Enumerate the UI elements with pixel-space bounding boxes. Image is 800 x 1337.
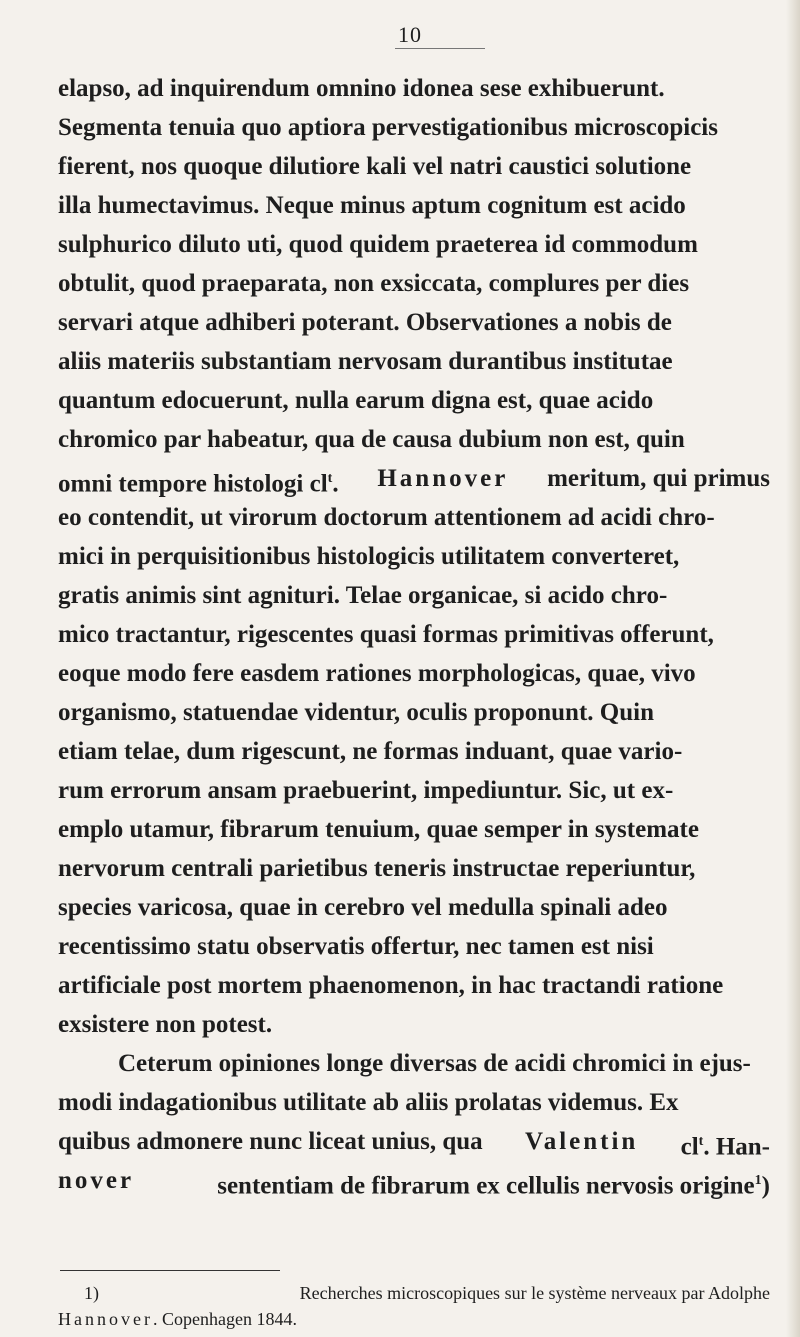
text-line: [58, 420, 770, 459]
page-number: 10: [398, 22, 422, 47]
line-text-start: quibus admonere nunc liceat unius, qua: [58, 1128, 483, 1155]
footnote-line: [58, 1280, 770, 1306]
line-text: rum errorum ansam praebuerint, impediuntur. Sic, ut ex-: [58, 777, 674, 804]
line-text: emplo utamur, fibrarum tenuium, quae semper in systemate: [58, 816, 699, 843]
line-text: fierent, nos quoque dilutiore kali vel natri caustici solutione: [58, 153, 692, 180]
footnote-ref-close: ): [761, 1172, 770, 1200]
line-text: omni tempore histologi $cl^t$.: [58, 470, 339, 498]
author-name: Valentin: [524, 1128, 639, 1155]
line-text-start: omni tempore histologi cl: [58, 470, 328, 498]
text-line: [58, 654, 770, 693]
text-line: [58, 147, 770, 186]
header-rule: [395, 48, 485, 49]
text-line: [58, 459, 770, 498]
text-line: [58, 225, 770, 264]
line-text: artificiale post mortem phaenomenon, in hac tractandi ratione: [58, 972, 724, 999]
line-text: modi indagationibus utilitate ab aliis prolatas videmus. Ex: [58, 1089, 679, 1116]
footnote-marker: 1): [84, 1283, 99, 1303]
text-line: [58, 1044, 770, 1083]
line-text: mici in perquisitionibus histologicis utilitatem converteret,: [58, 543, 680, 570]
text-line: [58, 810, 770, 849]
text-line: [58, 888, 770, 927]
superscript: t: [327, 471, 333, 486]
text-line: [58, 498, 770, 537]
text-line: [58, 537, 770, 576]
line-text: servari atque adhiberi poterant. Observationes a nobis de: [58, 309, 672, 336]
line-text: exsistere non potest.: [58, 1011, 273, 1038]
footnote-ref: 1: [754, 1173, 762, 1188]
text-line: [58, 615, 770, 654]
text-line: [58, 108, 770, 147]
author-name: Hannover: [377, 465, 509, 492]
line-text: species varicosa, quae in cerebro vel medulla spinali adeo: [58, 894, 668, 921]
line-text-end: [681, 1122, 770, 1161]
line-text: mico tractantur, rigescentes quasi formas primitivas offerunt,: [58, 621, 714, 648]
line-text: sulphurico diluto uti, quod quidem praeterea id commodum: [58, 231, 698, 258]
main-text: [58, 69, 770, 1200]
text-line: [58, 1161, 770, 1200]
superscript: t: [698, 1134, 704, 1149]
footnotes: [58, 1280, 770, 1332]
line-text: chromico par habeatur, qua de causa dubium non est, quin: [58, 426, 685, 453]
text-line: [58, 693, 770, 732]
line-text: obtulit, quod praeparata, non exsiccata, complures per dies: [58, 270, 690, 297]
text-line: [58, 732, 770, 771]
line-text-end: meritum, qui primus: [547, 465, 770, 492]
text-line: [58, 1122, 770, 1161]
text-line: [58, 849, 770, 888]
line-text: quantum edocuerunt, nulla earum digna est, quae acido: [58, 387, 654, 414]
text-line: [58, 966, 770, 1005]
line-text: Ceterum opiniones longe diversas de acidi chromici in ejus-: [118, 1050, 751, 1077]
footnote-text: Recherches microscopiques sur le système nerveaux par Adolphe: [299, 1283, 770, 1303]
line-text: etiam telae, dum rigescunt, ne formas induant, quae vario-: [58, 738, 683, 765]
line-text: sententiam de fibrarum ex cellulis nervosis origine: [217, 1172, 755, 1200]
line-text: aliis materiis substantiam nervosam durantibus institutae: [58, 348, 673, 375]
footnote-text: . Copenhagen 1844.: [152, 1309, 297, 1329]
text-line: [58, 381, 770, 420]
text-line: [58, 186, 770, 225]
line-text: gratis animis sint agnituri. Telae organicae, si acido chro-: [58, 582, 668, 609]
text-line: [58, 1005, 770, 1044]
text-line: [58, 264, 770, 303]
line-text: eo contendit, ut virorum doctorum attentionem ad acidi chro-: [58, 504, 715, 531]
footnote-line: [58, 1306, 770, 1332]
line-text: organismo, statuendae videntur, oculis proponunt. Quin: [58, 699, 654, 726]
footnote-rule: [60, 1270, 280, 1271]
abbrev: cl: [680, 1133, 699, 1161]
text-line: [58, 69, 770, 108]
line-text: eoque modo fere easdem rationes morphologicas, quae, vivo: [58, 660, 696, 687]
text-line: [58, 576, 770, 615]
text-line: [58, 303, 770, 342]
page-edge-shadow: [786, 0, 800, 1337]
line-text: elapso, ad inquirendum omnino idonea sese exhibuerunt.: [58, 75, 665, 102]
line-text: illa humectavimus. Neque minus aptum cognitum est acido: [58, 192, 686, 219]
hyphenated-name-start: . Han-: [703, 1133, 770, 1161]
text-line: [58, 927, 770, 966]
line-text: Segmenta tenuia quo aptiora pervestigationibus microscopicis: [58, 114, 718, 141]
author-name: Hannover: [58, 1309, 153, 1329]
text-line: [58, 771, 770, 810]
line-text-end: [217, 1161, 770, 1200]
author-name: nover: [58, 1167, 135, 1194]
text-line: [58, 342, 770, 381]
text-line: [58, 1083, 770, 1122]
line-text: nervorum centrali parietibus teneris instructae reperiuntur,: [58, 855, 696, 882]
line-text: recentissimo statu observatis offertur, nec tamen est nisi: [58, 933, 654, 960]
